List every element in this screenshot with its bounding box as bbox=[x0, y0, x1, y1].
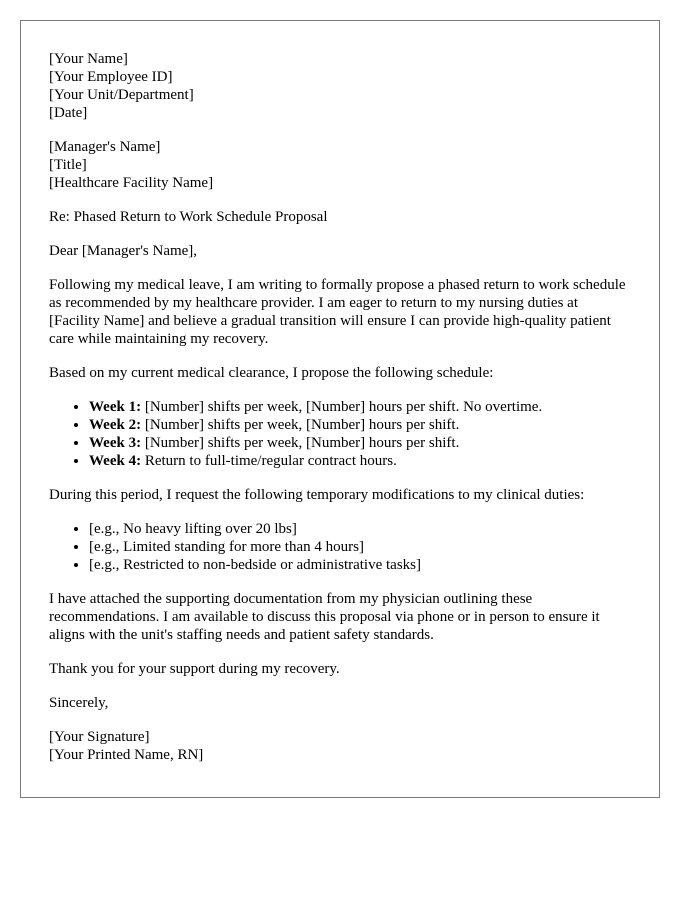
schedule-week-text: [Number] shifts per week, [Number] hours per shift. No overtime. bbox=[141, 399, 543, 415]
salutation: Dear [Manager's Name], bbox=[49, 243, 198, 259]
intro-paragraph: Following my medical leave, I am writing to formally propose a phased return to work schedule as recommended by my healthcare provider. I am eager to return to my nursing duties at [Facility Name] and believe a gradual transition will ensure I can provide high-quality patient care while maintaining my recovery. bbox=[49, 277, 626, 347]
recipient-title: [Title] bbox=[49, 157, 87, 173]
documentation-paragraph: I have attached the supporting documentation from my physician outlining these recommendations. I am available to discuss this proposal via phone or in person to ensure it aligns with the unit's staffing needs and patient safety standards. bbox=[49, 591, 600, 643]
printed-name: [Your Printed Name, RN] bbox=[49, 747, 204, 763]
modification-item: • [e.g., Restricted to non-bedside or administrative tasks] bbox=[89, 556, 631, 574]
signature-line: [Your Signature] bbox=[49, 729, 150, 745]
schedule-item-week-4 bbox=[89, 452, 631, 470]
schedule-item-week-2 bbox=[89, 416, 631, 434]
letter-date: [Date] bbox=[49, 105, 88, 121]
schedule-week-label: Week 1: bbox=[89, 399, 142, 415]
modifications-list bbox=[49, 520, 631, 574]
schedule-week-text: Return to full-time/regular contract hours. bbox=[141, 453, 397, 469]
thanks-paragraph: Thank you for your support during my recovery. bbox=[49, 661, 340, 677]
closing: Sincerely, bbox=[49, 695, 109, 711]
schedule-week-label: Week 2: bbox=[89, 417, 142, 433]
letter-page bbox=[20, 20, 660, 798]
sender-name: [Your Name] bbox=[49, 51, 128, 67]
modification-item: • [e.g., No heavy lifting over 20 lbs] bbox=[89, 520, 631, 538]
modifications-intro: During this period, I request the following temporary modifications to my clinical duties: bbox=[49, 487, 585, 503]
sender-unit: [Your Unit/Department] bbox=[49, 87, 194, 103]
sender-employee-id: [Your Employee ID] bbox=[49, 69, 173, 85]
subject-line: Re: Phased Return to Work Schedule Proposal bbox=[49, 209, 328, 225]
recipient-facility: [Healthcare Facility Name] bbox=[49, 175, 214, 191]
signature-block bbox=[49, 728, 631, 764]
schedule-item-week-1 bbox=[89, 398, 631, 416]
schedule-list bbox=[49, 398, 631, 470]
sender-block bbox=[49, 50, 631, 122]
schedule-item-week-3 bbox=[89, 434, 631, 452]
schedule-week-label: Week 4: bbox=[89, 453, 142, 469]
modification-item: • [e.g., Limited standing for more than 4 hours] bbox=[89, 538, 631, 556]
schedule-week-text: [Number] shifts per week, [Number] hours per shift. bbox=[141, 417, 460, 433]
schedule-week-label: Week 3: bbox=[89, 435, 142, 451]
recipient-block bbox=[49, 138, 631, 192]
recipient-name: [Manager's Name] bbox=[49, 139, 161, 155]
schedule-week-text: [Number] shifts per week, [Number] hours per shift. bbox=[141, 435, 460, 451]
schedule-intro: Based on my current medical clearance, I propose the following schedule: bbox=[49, 365, 494, 381]
